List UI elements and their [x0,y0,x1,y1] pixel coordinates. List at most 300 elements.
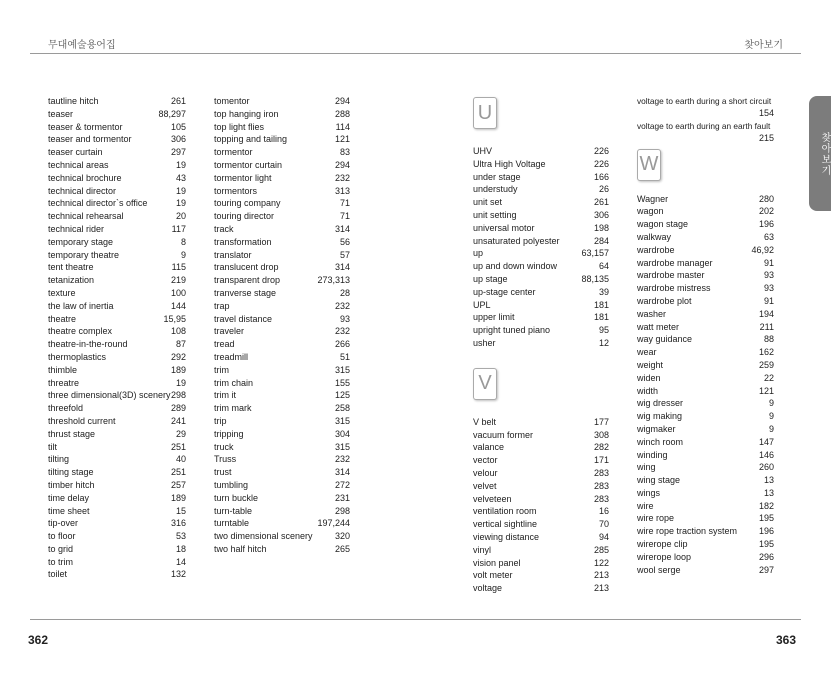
entry-term: thermoplastics [48,351,107,362]
entry-page: 95 [598,325,609,336]
entry-page: 289 [170,403,186,414]
entry-term: technical brochure [48,172,122,183]
letter-heading-u: U [473,97,497,129]
index-entry [637,410,774,423]
entry-term: time delay [48,492,90,503]
entry-term: turn buckle [214,492,259,503]
entry-term: to trim [48,556,74,567]
entry-page: 14 [175,556,186,567]
index-column-2 [214,95,350,556]
entry-page: 196 [758,526,774,537]
index-entry [637,95,774,120]
index-entry [473,441,609,454]
entry-page: 12 [598,337,609,348]
entry-page: 261 [593,197,609,208]
index-entry [473,569,609,582]
entry-term: vision panel [473,557,521,568]
entry-page: 19 [175,159,186,170]
entry-page: 215 [758,132,774,143]
entry-page: 315 [334,441,350,452]
index-entry [473,209,609,222]
entry-term: tautline hitch [48,96,99,106]
entry-term: vector [473,455,498,466]
index-entry [48,300,186,313]
index-entry [637,295,774,308]
entry-term: volt meter [473,570,513,581]
entry-page: 195 [758,513,774,524]
index-entry [473,311,609,324]
entry-term: tripping [214,428,244,439]
entry-term: technical rehearsal [48,211,124,222]
entry-term: trap [214,300,230,311]
entry-page: 154 [758,108,774,119]
index-entry [214,121,350,134]
entry-term: topping and tailing [214,134,288,145]
entry-page: 40 [175,454,186,465]
entry-term: tormentor curtain [214,159,283,170]
index-entry [214,543,350,556]
entry-term: technical director [48,185,117,196]
entry-term: unit setting [473,209,517,220]
index-entry [48,466,186,479]
index-entry [48,249,186,262]
index-entry [48,351,186,364]
entry-page: 285 [593,544,609,555]
entry-page: 83 [339,147,350,158]
entry-term: Ultra High Voltage [473,158,546,169]
entry-page: 314 [334,223,350,234]
entry-page: 251 [170,467,186,478]
entry-term: watt meter [637,321,680,332]
index-entry [473,260,609,273]
index-entry [473,467,609,480]
entry-page: 53 [175,531,186,542]
index-entry [48,185,186,198]
entry-page: 182 [758,500,774,511]
entry-term: touring director [214,211,275,222]
entry-term: wigmaker [637,423,676,434]
entry-page: 258 [334,403,350,414]
index-entry [473,196,609,209]
entry-term: wing [637,462,656,473]
entry-term: tip-over [48,518,79,529]
entry-page: 13 [763,487,774,498]
index-entry [214,133,350,146]
entry-page: 226 [593,146,609,156]
entry-term: tormentor [214,147,253,158]
side-tab-label: 찾아보기 [819,132,830,176]
entry-term: to grid [48,543,74,554]
entry-page: 93 [763,270,774,281]
entry-term: trim chain [214,377,254,388]
entry-page: 100 [170,287,186,298]
index-entry [214,530,350,543]
entry-page: 121 [334,134,350,145]
index-entry [214,453,350,466]
entry-term: up-stage center [473,286,536,297]
entry-page: 272 [334,479,350,490]
entry-term: weight [637,359,664,370]
entry-term: turntable [214,518,250,529]
entry-term: threatre [48,377,80,388]
index-entry [637,436,774,449]
entry-term: widen [637,372,661,383]
entry-term: trim [214,364,229,375]
entry-page: 251 [170,441,186,452]
entry-term: wagon [637,206,664,217]
index-entry [48,313,186,326]
index-entry [214,172,350,185]
index-entry [473,145,609,158]
entry-term: tilt [48,441,57,452]
index-entry [214,236,350,249]
index-entry [214,389,350,402]
entry-page: 63,157 [581,248,609,259]
entry-term: unsaturated polyester [473,235,560,246]
entry-term: voltage to earth during a short circuit [637,96,772,106]
index-entry [214,313,350,326]
entry-page: 46,92 [751,244,774,255]
entry-term: UPL [473,299,491,310]
index-entry [214,300,350,313]
entry-term: viewing distance [473,531,540,542]
index-entry [637,308,774,321]
entry-term: wear [637,347,657,358]
entry-page: 316 [170,518,186,529]
page-number-right: 363 [775,633,796,647]
index-entry [48,172,186,185]
entry-page: 29 [175,428,186,439]
entry-page: 56 [339,236,350,247]
index-entry [473,518,609,531]
entry-term: treadmill [214,351,249,362]
index-side-tab[interactable] [809,96,831,211]
index-entry [473,480,609,493]
index-entry [48,415,186,428]
book-title: 무대예술용어집 [48,40,116,51]
index-entry [637,512,774,525]
entry-page: 273,313 [317,275,350,286]
index-entry [637,385,774,398]
entry-term: wings [637,487,661,498]
entry-term: velveteen [473,493,512,504]
index-entry [48,543,186,556]
page-number-left: 362 [28,633,49,647]
entry-page: 88,135 [581,273,609,284]
index-entry [637,564,774,577]
entry-term: tomentor [214,96,250,106]
entry-page: 226 [593,158,609,169]
entry-page: 197,244 [317,518,350,529]
entry-term: wing stage [637,475,681,486]
index-entry [637,423,774,436]
entry-page: 313 [334,185,350,196]
index-entry [48,223,186,236]
entry-term: voltage to earth during an earth fault [637,120,771,131]
entry-page: 189 [170,492,186,503]
header-divider [30,53,801,54]
index-entry [637,257,774,270]
entry-page: 181 [593,312,609,323]
index-entry [214,338,350,351]
entry-page: 181 [593,299,609,310]
entry-page: 304 [334,428,350,439]
index-entry [214,377,350,390]
entry-page: 280 [758,193,774,204]
entry-term: up and down window [473,261,558,272]
entry-page: 315 [334,364,350,375]
entry-term: tread [214,339,235,350]
entry-page: 105 [170,121,186,132]
entry-term: translator [214,249,252,260]
index-entry [637,333,774,346]
entry-term: trim it [214,390,236,401]
index-entry [214,351,350,364]
entry-term: under stage [473,171,521,182]
entry-page: 146 [758,449,774,460]
entry-term: wagon stage [637,219,689,230]
section-title: 찾아보기 [744,40,783,51]
entry-term: wardrobe [637,244,675,255]
entry-page: 283 [593,467,609,478]
v-continued-entries [637,95,774,145]
entry-page: 266 [334,339,350,350]
u-entries [473,145,609,350]
entry-page: 19 [175,377,186,388]
entry-term: vacuum former [473,429,534,440]
entry-page: 13 [763,475,774,486]
index-column-4 [637,95,774,576]
entry-term: V belt [473,416,497,427]
entry-term: toilet [48,569,68,580]
entry-term: wire rope traction system [637,526,738,537]
index-entry [637,205,774,218]
entry-page: 9 [180,249,186,260]
entry-term: upper limit [473,312,515,323]
entry-term: tranverse stage [214,287,277,298]
index-entry [48,402,186,415]
entry-page: 294 [334,159,350,170]
entry-term: theatre-in-the-round [48,339,128,350]
entry-page: 19 [175,185,186,196]
entry-page: 211 [759,321,774,332]
index-entry [637,359,774,372]
index-entry [214,287,350,300]
index-entry [214,402,350,415]
entry-term: width [637,385,659,396]
entry-page: 232 [334,326,350,337]
entry-page: 88,297 [158,108,186,119]
entry-page: 297 [758,564,774,575]
entry-page: 231 [334,492,350,503]
entry-page: 284 [593,235,609,246]
entry-term: tilting [48,454,70,465]
entry-term: technical rider [48,223,105,234]
entry-term: wardrobe manager [637,257,713,268]
letter-heading-v: V [473,368,497,400]
index-entry [214,517,350,530]
entry-term: two dimensional scenery [214,531,313,542]
index-entry [214,223,350,236]
entry-page: 91 [763,295,774,306]
v-entries [473,416,609,595]
index-entry [473,531,609,544]
index-entry [214,210,350,223]
entry-term: touring company [214,198,281,209]
entry-term: trim mark [214,403,252,414]
index-entry [473,416,609,429]
entry-page: 22 [763,372,774,383]
entry-page: 9 [768,398,774,409]
entry-term: technical areas [48,159,109,170]
entry-page: 9 [768,423,774,434]
index-entry [48,505,186,518]
entry-term: tent theatre [48,262,94,273]
entry-page: 64 [598,261,609,272]
index-entry [473,505,609,518]
entry-page: 257 [170,479,186,490]
index-entry [637,525,774,538]
index-entry [214,95,350,108]
index-entry [473,171,609,184]
entry-term: temporary stage [48,236,114,247]
index-entry [48,133,186,146]
entry-term: texture [48,287,76,298]
entry-term: translucent drop [214,262,279,273]
entry-term: wardrobe mistress [637,283,711,294]
index-entry [473,235,609,248]
index-entry [473,337,609,350]
index-entry [637,231,774,244]
entry-term: teaser and tormentor [48,134,132,145]
entry-page: 314 [334,262,350,273]
index-column-3 [473,93,609,595]
entry-page: 70 [598,519,609,530]
entry-term: threshold current [48,415,116,426]
index-entry [473,222,609,235]
entry-term: traveler [214,326,245,337]
entry-term: trip [214,415,227,426]
entry-page: 114 [335,121,350,132]
index-entry [637,487,774,500]
entry-page: 232 [334,172,350,183]
entry-page: 189 [170,364,186,375]
entry-page: 71 [339,198,350,209]
index-entry [48,479,186,492]
index-entry [473,557,609,570]
entry-term: the law of inertia [48,300,114,311]
entry-page: 298 [170,390,186,401]
entry-page: 87 [175,339,186,350]
entry-term: timber hitch [48,479,95,490]
index-entry [214,364,350,377]
entry-term: universal motor [473,222,535,233]
index-entry [214,479,350,492]
entry-page: 296 [758,551,774,562]
entry-term: three dimensional(3D) scenery [48,390,171,401]
entry-term: turn-table [214,505,253,516]
entry-term: up stage [473,273,508,284]
entry-term: time sheet [48,505,90,516]
entry-page: 121 [758,385,774,396]
entry-term: tormentor light [214,172,272,183]
entry-term: theatre complex [48,326,113,337]
entry-page: 162 [758,347,774,358]
entry-page: 297 [170,147,186,158]
entry-page: 213 [593,570,609,581]
entry-page: 288 [334,108,350,119]
index-entry [214,505,350,518]
entry-term: wardrobe master [637,270,705,281]
index-entry [637,346,774,359]
footer-divider [30,619,801,620]
entry-page: 132 [170,569,186,580]
entry-term: teaser [48,108,74,119]
index-entry [473,183,609,196]
entry-page: 93 [763,283,774,294]
index-entry [48,377,186,390]
entry-page: 26 [598,184,609,195]
entry-term: transformation [214,236,272,247]
entry-term: Truss [214,454,237,465]
letter-section-v [473,364,609,416]
entry-page: 198 [593,222,609,233]
index-entry [48,568,186,581]
entry-term: thimble [48,364,78,375]
index-entry [473,544,609,557]
entry-page: 155 [334,377,350,388]
entry-term: way guidance [637,334,693,345]
index-entry [48,146,186,159]
entry-page: 194 [758,308,774,319]
entry-term: Wagner [637,193,669,204]
entry-term: tormentors [214,185,258,196]
entry-page: 282 [593,442,609,453]
entry-term: temporary theatre [48,249,120,260]
entry-page: 28 [339,287,350,298]
entry-term: wool serge [637,564,681,575]
entry-term: walkway [637,231,672,242]
entry-page: 91 [763,257,774,268]
entry-term: wig dresser [637,398,684,409]
index-entry [48,159,186,172]
entry-page: 196 [758,219,774,230]
entry-page: 147 [758,436,774,447]
index-entry [214,146,350,159]
index-entry [214,492,350,505]
index-entry [48,236,186,249]
index-entry [473,158,609,171]
entry-page: 232 [334,300,350,311]
index-entry [214,108,350,121]
index-entry [48,210,186,223]
index-entry [48,492,186,505]
entry-term: wardrobe plot [637,295,692,306]
entry-page: 232 [334,454,350,465]
entry-page: 260 [758,462,774,473]
entry-term: teaser curtain [48,147,103,158]
entry-term: velour [473,467,498,478]
index-entry [637,474,774,487]
index-entry [48,389,186,402]
entry-term: usher [473,337,496,348]
entry-term: washer [637,308,667,319]
index-entry [637,551,774,564]
entry-page: 93 [339,313,350,324]
index-entry [214,159,350,172]
index-entry [48,95,186,108]
entry-page: 122 [593,557,609,568]
